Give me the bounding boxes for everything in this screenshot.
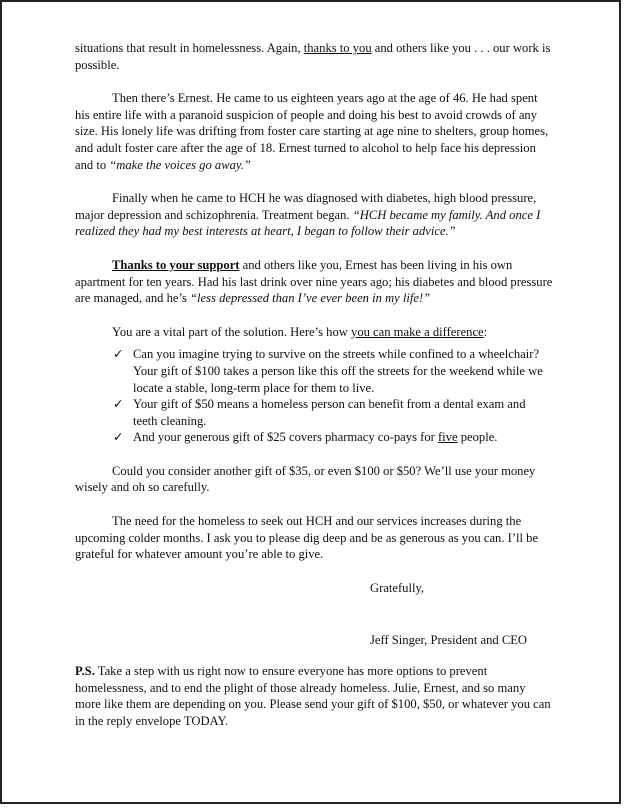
paragraph-diagnosis: Finally when he came to HCH he was diagnosed with diabetes, high blood pressure, major depression and schizophrenia. Treatment began. “HCH became my family. And once I realized they had my best interests at heart, I began to follow their advice.” xyxy=(75,191,541,239)
list-item: ✓ Your gift of $50 means a homeless person can benefit from a dental exam and teeth cleaning. xyxy=(113,397,526,428)
ernest-quote-family: “HCH became my family. And once I realized they had my best interests at heart, I began to follow their advice.” xyxy=(75,207,541,239)
gift-options-list xyxy=(75,346,553,446)
paragraph-intro-continuation: situations that result in homelessness. Again, thanks to you and others like you . . . our work is possible. xyxy=(75,41,551,72)
letter-body xyxy=(75,40,553,729)
closing: Gratefully, xyxy=(370,580,425,595)
ernest-quote-less-depressed: “less depressed than I’ve ever been in my life!” xyxy=(190,291,431,306)
paragraph-consider-gift: Could you consider another gift of $35, or even $100 or $50? We’ll use your money wisely and oh so carefully. xyxy=(75,463,536,495)
checkmark-icon: ✓ xyxy=(113,347,124,362)
ps-label: P.S. xyxy=(75,664,95,679)
list-item: ✓ And your generous gift of $25 covers pharmacy co-pays for five people. xyxy=(113,430,498,445)
make-a-difference-underline: you can make a difference xyxy=(351,324,484,339)
thanks-to-your-support-heading: Thanks to your support xyxy=(112,257,240,272)
paragraph-support-outcome: Thanks to your support and others like you, Ernest has been living in his own apartment for ten years. Had his last drink over nine years ago; his diabetes and blood pressure are managed, and he’s “less depressed than I’ve ever been in my life!” xyxy=(75,257,553,306)
checkmark-icon: ✓ xyxy=(113,397,124,412)
thanks-to-you-underline: thanks to you xyxy=(303,41,372,55)
paragraph-vital-part: You are a vital part of the solution. Here’s how you can make a difference: xyxy=(112,324,488,339)
list-item: ✓ Can you imagine trying to survive on the streets while confined to a wheelchair? Your gift of $100 takes a person like this off the streets for the weekend while we locate a stable, long-term place for them to live. xyxy=(113,347,543,395)
ernest-quote-voices: “make the voices go away.” xyxy=(109,157,251,172)
postscript: P.S. Take a step with us right now to ensure everyone has more options to prevent homelessness, and to end the plight of those already homeless. Julie, Ernest, and so many more like them are depending on you. Please send your gift of $100, $50, or whatever you can in the reply envelope TODAY. xyxy=(75,664,551,728)
paragraph-ernest-story: Then there’s Ernest. He came to us eighteen years ago at the age of 46. He had spent his entire life with a paranoid suspicion of people and doing his best to avoid crowds of any size. His lonely life was drifting from foster care starting at age nine to shelters, group homes, and adult foster care after the age of 18. Ernest turned to alcohol to help face his depression and to “make the voices go away.” xyxy=(75,91,549,172)
signature: Jeff Singer, President and CEO xyxy=(370,633,528,648)
five-underline: five xyxy=(437,430,458,445)
paragraph-colder-months: The need for the homeless to seek out HCH and our services increases during the upcoming colder months. I ask you to please dig deep and be as generous as you can. I’ll be grateful for whatever amount you’re able to give. xyxy=(75,514,539,562)
checkmark-icon: ✓ xyxy=(113,430,124,445)
